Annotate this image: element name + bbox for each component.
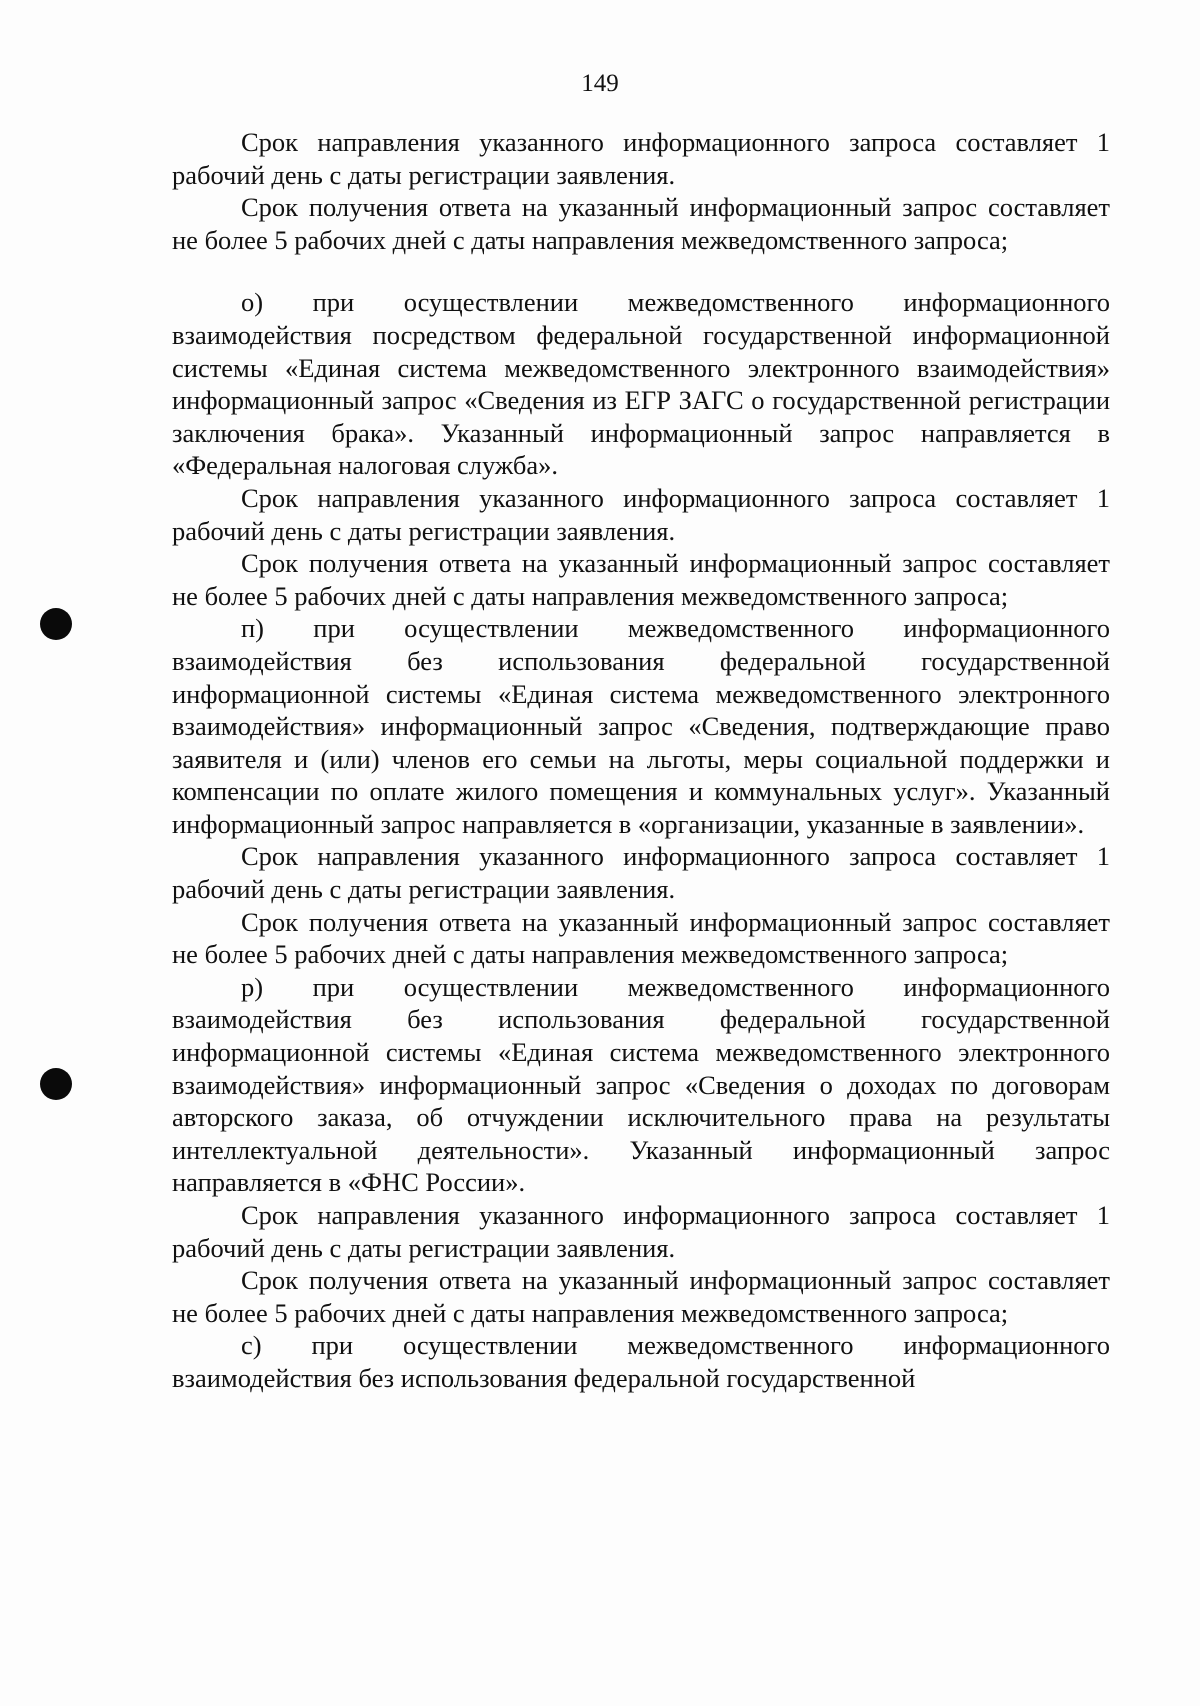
paragraph: п) при осуществлении межведомственного информационного взаимодействия без использования федеральной государственной информационной системы «Единая система межведомственного электронного взаимодействия» информационный запрос «Сведения, подтверждающие право заявителя и (или) членов его семьи на льготы, меры социальной поддержки и компенсации по оплате жилого помещения и коммунальных услуг». Указанный информационный запрос направляется в «организации, указанные в заявлении».: [172, 613, 1110, 839]
paragraph: о) при осуществлении межведомственного информационного взаимодействия посредством федеральной государственной информационной системы «Единая система межведомственного электронного взаимодействия» информационный запрос «Сведения из ЕГР ЗАГС о государственной регистрации заключения брака». Указанный информационный запрос направляется в «Федеральная налоговая служба».: [172, 287, 1110, 481]
paragraph: Срок получения ответа на указанный информационный запрос составляет не более 5 рабочих дней с даты направления межведомственного запроса;: [172, 906, 1110, 970]
paragraph: Срок направления указанного информационного запроса составляет 1 рабочий день с даты регистрации заявления.: [172, 482, 1110, 546]
paragraph: Срок получения ответа на указанный информационный запрос составляет не более 5 рабочих дней с даты направления межведомственного запроса;: [172, 1265, 1110, 1328]
paragraph: Срок получения ответа на указанный информационный запрос составляет не более 5 рабочих дней с даты направления межведомственного запроса;: [172, 192, 1110, 255]
document-body: [172, 126, 1110, 1395]
paragraph: р) при осуществлении межведомственного информационного взаимодействия без использования федеральной государственной информационной системы «Единая система межведомственного электронного взаимодействия» информационный запрос «Сведения о доходах по договорам авторского заказа, об отчуждении исключительного права на результаты интеллектуальной деятельности». Указанный информационный запрос направляется в «ФНС России».: [172, 971, 1110, 1198]
punch-hole-mark: [40, 608, 72, 640]
paragraph: Срок получения ответа на указанный информационный запрос составляет не более 5 рабочих дней с даты направления межведомственного запроса;: [172, 548, 1110, 611]
paragraph: Срок направления указанного информационного запроса составляет 1 рабочий день с даты регистрации заявления.: [172, 841, 1110, 905]
paragraph: Срок направления указанного информационного запроса составляет 1 рабочий день с даты регистрации заявления.: [172, 1200, 1110, 1263]
page-number: 149: [581, 70, 619, 97]
paragraph: Срок направления указанного информационного запроса составляет 1 рабочий день с даты регистрации заявления.: [172, 127, 1110, 190]
punch-hole-mark: [40, 1068, 72, 1100]
paragraph: с) при осуществлении межведомственного информационного взаимодействия без использования федеральной государственной: [172, 1330, 1110, 1393]
